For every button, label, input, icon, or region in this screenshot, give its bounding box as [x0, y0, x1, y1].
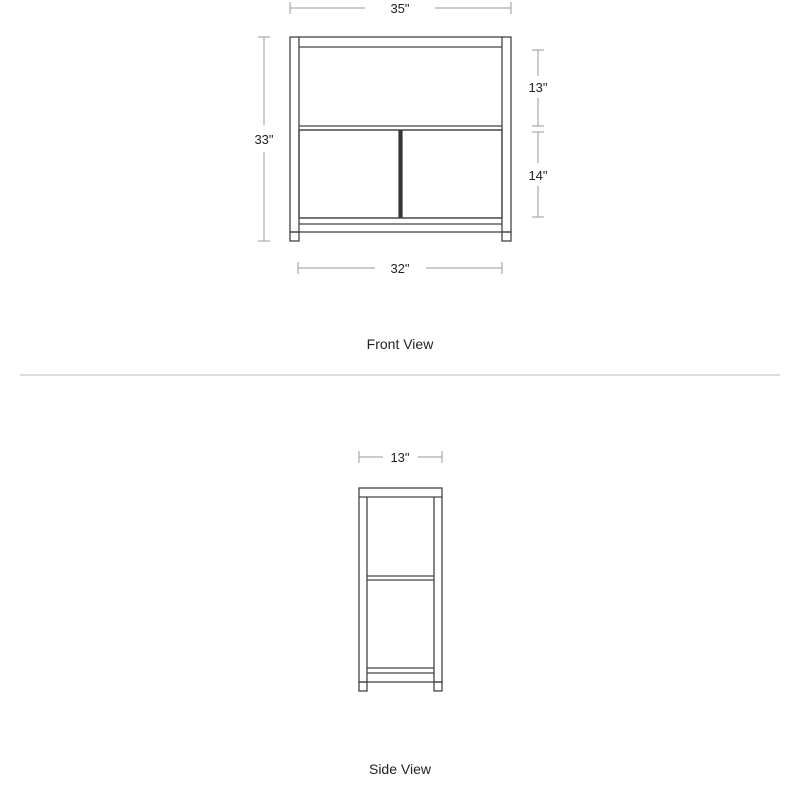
cabinet-leg-left [290, 232, 299, 241]
side-view [359, 450, 442, 777]
dimension-label-upper-compartment: 13" [528, 80, 548, 95]
cabinet-side-outer-frame [359, 488, 442, 682]
dimension-inner-width [298, 261, 502, 276]
side-view-caption: Side View [368, 761, 432, 777]
dimension-label-depth: 13" [390, 450, 410, 465]
cabinet-side-leg-left [359, 682, 367, 691]
dimension-height [254, 37, 273, 241]
cabinet-side [359, 488, 442, 691]
cabinet-side-leg-right [434, 682, 442, 691]
cabinet-door-right [402, 130, 502, 218]
cabinet-leg-right [502, 232, 511, 241]
dimension-depth [359, 450, 442, 465]
dimension-label-inner-width: 32" [390, 261, 410, 276]
dimension-label-lower-compartment: 14" [528, 168, 548, 183]
dimension-lower-compartment [528, 132, 547, 217]
front-view-caption: Front View [366, 336, 434, 352]
cabinet-door-left [299, 130, 399, 218]
front-view [254, 1, 547, 352]
dimension-label-height: 33" [254, 132, 274, 147]
dimension-overall-width [290, 1, 511, 16]
cabinet-front [290, 37, 511, 241]
dimension-label-overall-width: 35" [390, 1, 410, 16]
dimension-upper-compartment [528, 50, 547, 126]
